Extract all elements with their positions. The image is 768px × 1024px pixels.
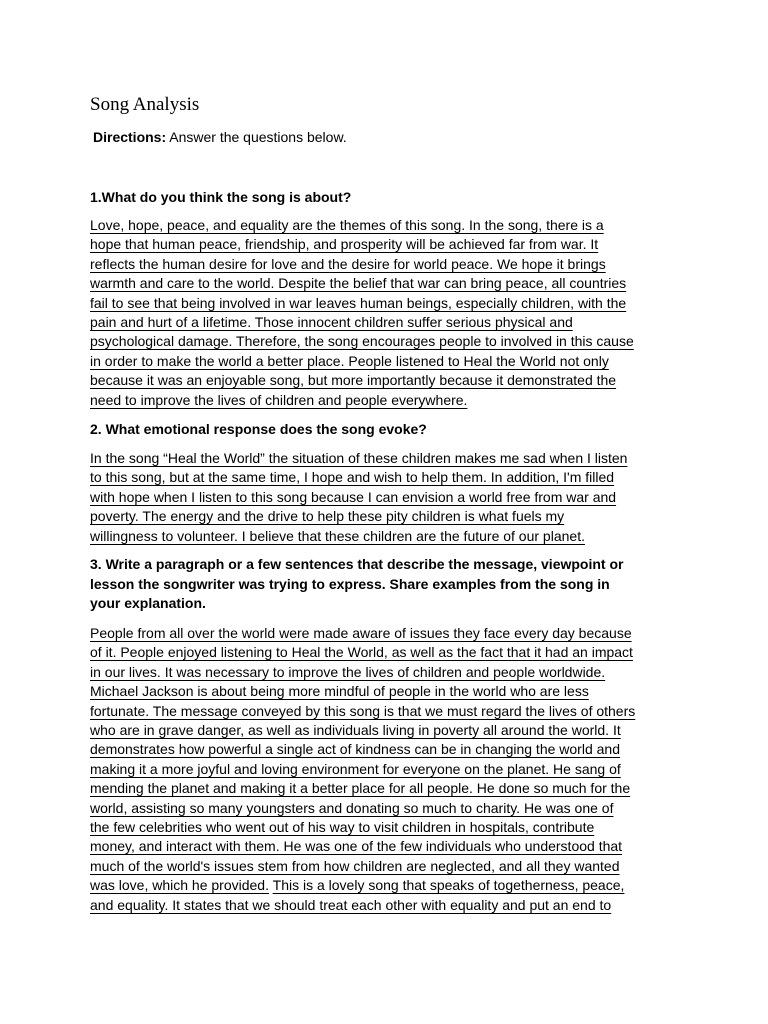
page-title: Song Analysis: [90, 94, 200, 115]
answer-2-line: willingness to volunteer. I believe that these children are the future of our planet.: [90, 527, 585, 544]
answer-1-line: warmth and care to the world. Despite the belief that war can bring peace, all countries: [90, 275, 627, 292]
answer-3-line: of it. People enjoyed listening to Heal the World, as well as the fact that it had an impact: [90, 644, 633, 661]
answer-3-line: in our lives. It was necessary to improve the lives of children and people worldwide.: [90, 663, 606, 680]
directions: [93, 128, 347, 147]
answer-1-line: reflects the human desire for love and the desire for world peace. We hope it brings: [90, 255, 606, 272]
answer-3-line: Michael Jackson is about being more mindful of people in the world who are less: [90, 683, 589, 700]
answer-1-line: fail to see that being involved in war leaves human beings, especially children, with the: [90, 294, 627, 311]
answer-1-line: because it was an enjoyable song, but more importantly because it demonstrated the: [90, 372, 617, 389]
answer-3-line: and equality. It states that we should treat each other with equality and put an end to: [90, 896, 612, 913]
answer-1-line: psychological damage. Therefore, the song encourages people to involved in this cause: [90, 333, 634, 350]
answer-3-line: the few celebrities who went out of his way to visit children in hospitals, contribute: [90, 819, 595, 836]
question-3-prompt-line: 3. Write a paragraph or a few sentences that describe the message, viewpoint or: [90, 556, 624, 572]
question-2-prompt: 2. What emotional response does the song evoke?: [90, 421, 427, 437]
answer-3-line: fortunate. The message conveyed by this song is that we must regard the lives of others: [90, 702, 636, 719]
directions-text: Answer the questions below.: [166, 129, 347, 145]
question-2-answer: [90, 449, 690, 546]
answer-3-line: People from all over the world were made aware of issues they face every day because: [90, 625, 632, 641]
answer-3-line: demonstrates how powerful a single act of kindness can be in changing the world and: [90, 741, 620, 758]
answer-1-line: in order to make the world a better place. People listened to Heal the World not only: [90, 352, 609, 369]
answer-2-line: In the song “Heal the World” the situation of these children makes me sad when I listen: [90, 450, 628, 466]
answer-3-line: money, and interact with them. He was one of the few individuals who understood that: [90, 838, 623, 855]
question-1-answer: [90, 216, 690, 410]
question-3-answer: [90, 624, 690, 915]
question-1-prompt: 1.What do you think the song is about?: [90, 189, 352, 205]
answer-1-line: pain and hurt of a lifetime. Those innocent children suffer serious physical and: [90, 314, 573, 331]
question-3-prompt: [90, 555, 690, 614]
answer-1-line: Love, hope, peace, and equality are the themes of this song. In the song, there is a: [90, 217, 604, 233]
answer-1-line: hope that human peace, friendship, and prosperity will be achieved far from war. It: [90, 236, 599, 253]
answer-1-line: need to improve the lives of children and people everywhere.: [90, 391, 468, 408]
answer-3-line: mending the planet and making it a better place for all people. He done so much for the: [90, 780, 631, 797]
directions-label: Directions:: [93, 129, 167, 145]
answer-2-line: to this song, but at the same time, I hope and wish to help them. In addition, I'm filled: [90, 469, 615, 486]
question-3-prompt-line: your explanation.: [90, 595, 206, 612]
answer-3-line-tail: This is a lovely song that speaks of togetherness, peace,: [272, 877, 625, 894]
question-3-prompt-line: lesson the songwriter was trying to express. Share examples from the song in: [90, 575, 610, 592]
answer-2-line: poverty. The energy and the drive to help these pity children is what fuels my: [90, 508, 565, 525]
answer-3-line: who are in grave danger, as well as individuals living in poverty all around the world. It: [90, 722, 621, 739]
answer-3-line: was love, which he provided.: [90, 877, 269, 894]
answer-3-line: making it a more joyful and loving environment for everyone on the planet. He sang of: [90, 760, 621, 777]
answer-2-line: with hope when I listen to this song because I can envision a world free from war and: [90, 488, 617, 505]
answer-3-line: world, assisting so many youngsters and donating so much to charity. He was one of: [90, 799, 614, 816]
answer-3-line: much of the world's issues stem from how children are neglected, and all they wanted: [90, 857, 620, 874]
